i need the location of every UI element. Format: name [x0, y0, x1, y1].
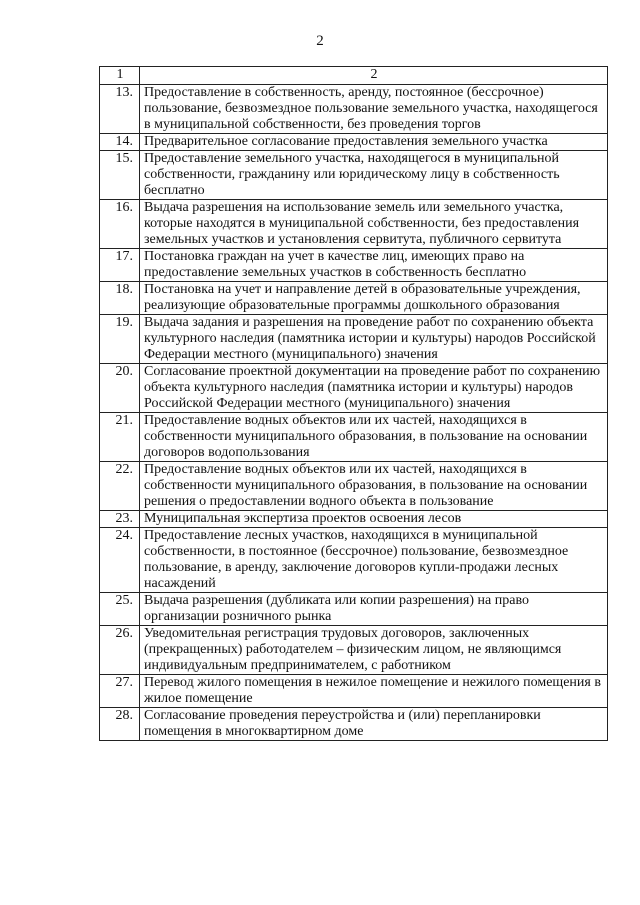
row-number: 15.	[100, 151, 140, 200]
service-name: Выдача разрешения (дубликата или копии разрешения) на право организации розничного рынка	[140, 593, 608, 626]
table-row	[100, 249, 608, 282]
service-name: Выдача разрешения на использование земель или земельного участка, которые находятся в муниципальной собственности, без предоставления земельных участков и установления сервитута, публичного сервитута	[140, 200, 608, 249]
table-row	[100, 200, 608, 249]
row-number: 13.	[100, 85, 140, 134]
services-table	[99, 66, 608, 741]
service-name: Выдача задания и разрешения на проведение работ по сохранению объекта культурного наследия (памятника истории и культуры) народов Российской Федерации местного (муниципального) значения	[140, 315, 608, 364]
service-name: Согласование проектной документации на проведение работ по сохранению объекта культурного наследия (памятника истории и культуры) народов Российской Федерации местного (муниципального) значения	[140, 364, 608, 413]
table-row	[100, 593, 608, 626]
row-number: 19.	[100, 315, 140, 364]
row-number: 26.	[100, 626, 140, 675]
service-name: Муниципальная экспертиза проектов освоения лесов	[140, 511, 608, 528]
service-name: Предоставление лесных участков, находящихся в муниципальной собственности, в постоянное (бессрочное) пользование, безвозмездное пользование, в аренду, заключение договоров купли-продажи лесных насаждений	[140, 528, 608, 593]
service-name: Перевод жилого помещения в нежилое помещение и нежилого помещения в жилое помещение	[140, 675, 608, 708]
service-name: Предоставление водных объектов или их частей, находящихся в собственности муниципального образования, в пользование на основании договоров водопользования	[140, 413, 608, 462]
row-number: 18.	[100, 282, 140, 315]
table-row	[100, 708, 608, 741]
service-name: Уведомительная регистрация трудовых договоров, заключенных (прекращенных) работодателем – физическим лицом, не являющимся индивидуальным предпринимателем, с работником	[140, 626, 608, 675]
row-number: 16.	[100, 200, 140, 249]
service-name: Постановка граждан на учет в качестве лиц, имеющих право на предоставление земельных участков в собственность бесплатно	[140, 249, 608, 282]
page-number: 2	[316, 33, 324, 49]
row-number: 27.	[100, 675, 140, 708]
service-name: Предоставление земельного участка, находящегося в муниципальной собственности, гражданину или юридическому лицу в собственность бесплатно	[140, 151, 608, 200]
service-name: Предоставление в собственность, аренду, постоянное (бессрочное) пользование, безвозмездное пользование земельного участка, находящегося в муниципальной собственности, без проведения торгов	[140, 85, 608, 134]
table-row	[100, 675, 608, 708]
row-number: 23.	[100, 511, 140, 528]
table-row	[100, 134, 608, 151]
service-name: Предварительное согласование предоставления земельного участка	[140, 134, 608, 151]
row-number: 17.	[100, 249, 140, 282]
row-number: 22.	[100, 462, 140, 511]
column-header-service: 2	[140, 67, 608, 85]
service-name: Предоставление водных объектов или их частей, находящихся в собственности муниципального образования, в пользование на основании решения о предоставлении водного объекта в пользование	[140, 462, 608, 511]
table-row	[100, 511, 608, 528]
table-row	[100, 413, 608, 462]
service-name: Согласование проведения переустройства и (или) перепланировки помещения в многоквартирном доме	[140, 708, 608, 741]
row-number: 20.	[100, 364, 140, 413]
table-header-row	[100, 67, 608, 85]
column-header-number: 1	[100, 67, 140, 85]
table-row	[100, 315, 608, 364]
table-row	[100, 151, 608, 200]
table-row	[100, 364, 608, 413]
row-number: 14.	[100, 134, 140, 151]
table-row	[100, 528, 608, 593]
table-row	[100, 626, 608, 675]
row-number: 24.	[100, 528, 140, 593]
row-number: 25.	[100, 593, 140, 626]
table-row	[100, 85, 608, 134]
table-row	[100, 462, 608, 511]
row-number: 28.	[100, 708, 140, 741]
row-number: 21.	[100, 413, 140, 462]
service-name: Постановка на учет и направление детей в образовательные учреждения, реализующие образовательные программы дошкольного образования	[140, 282, 608, 315]
table-row	[100, 282, 608, 315]
